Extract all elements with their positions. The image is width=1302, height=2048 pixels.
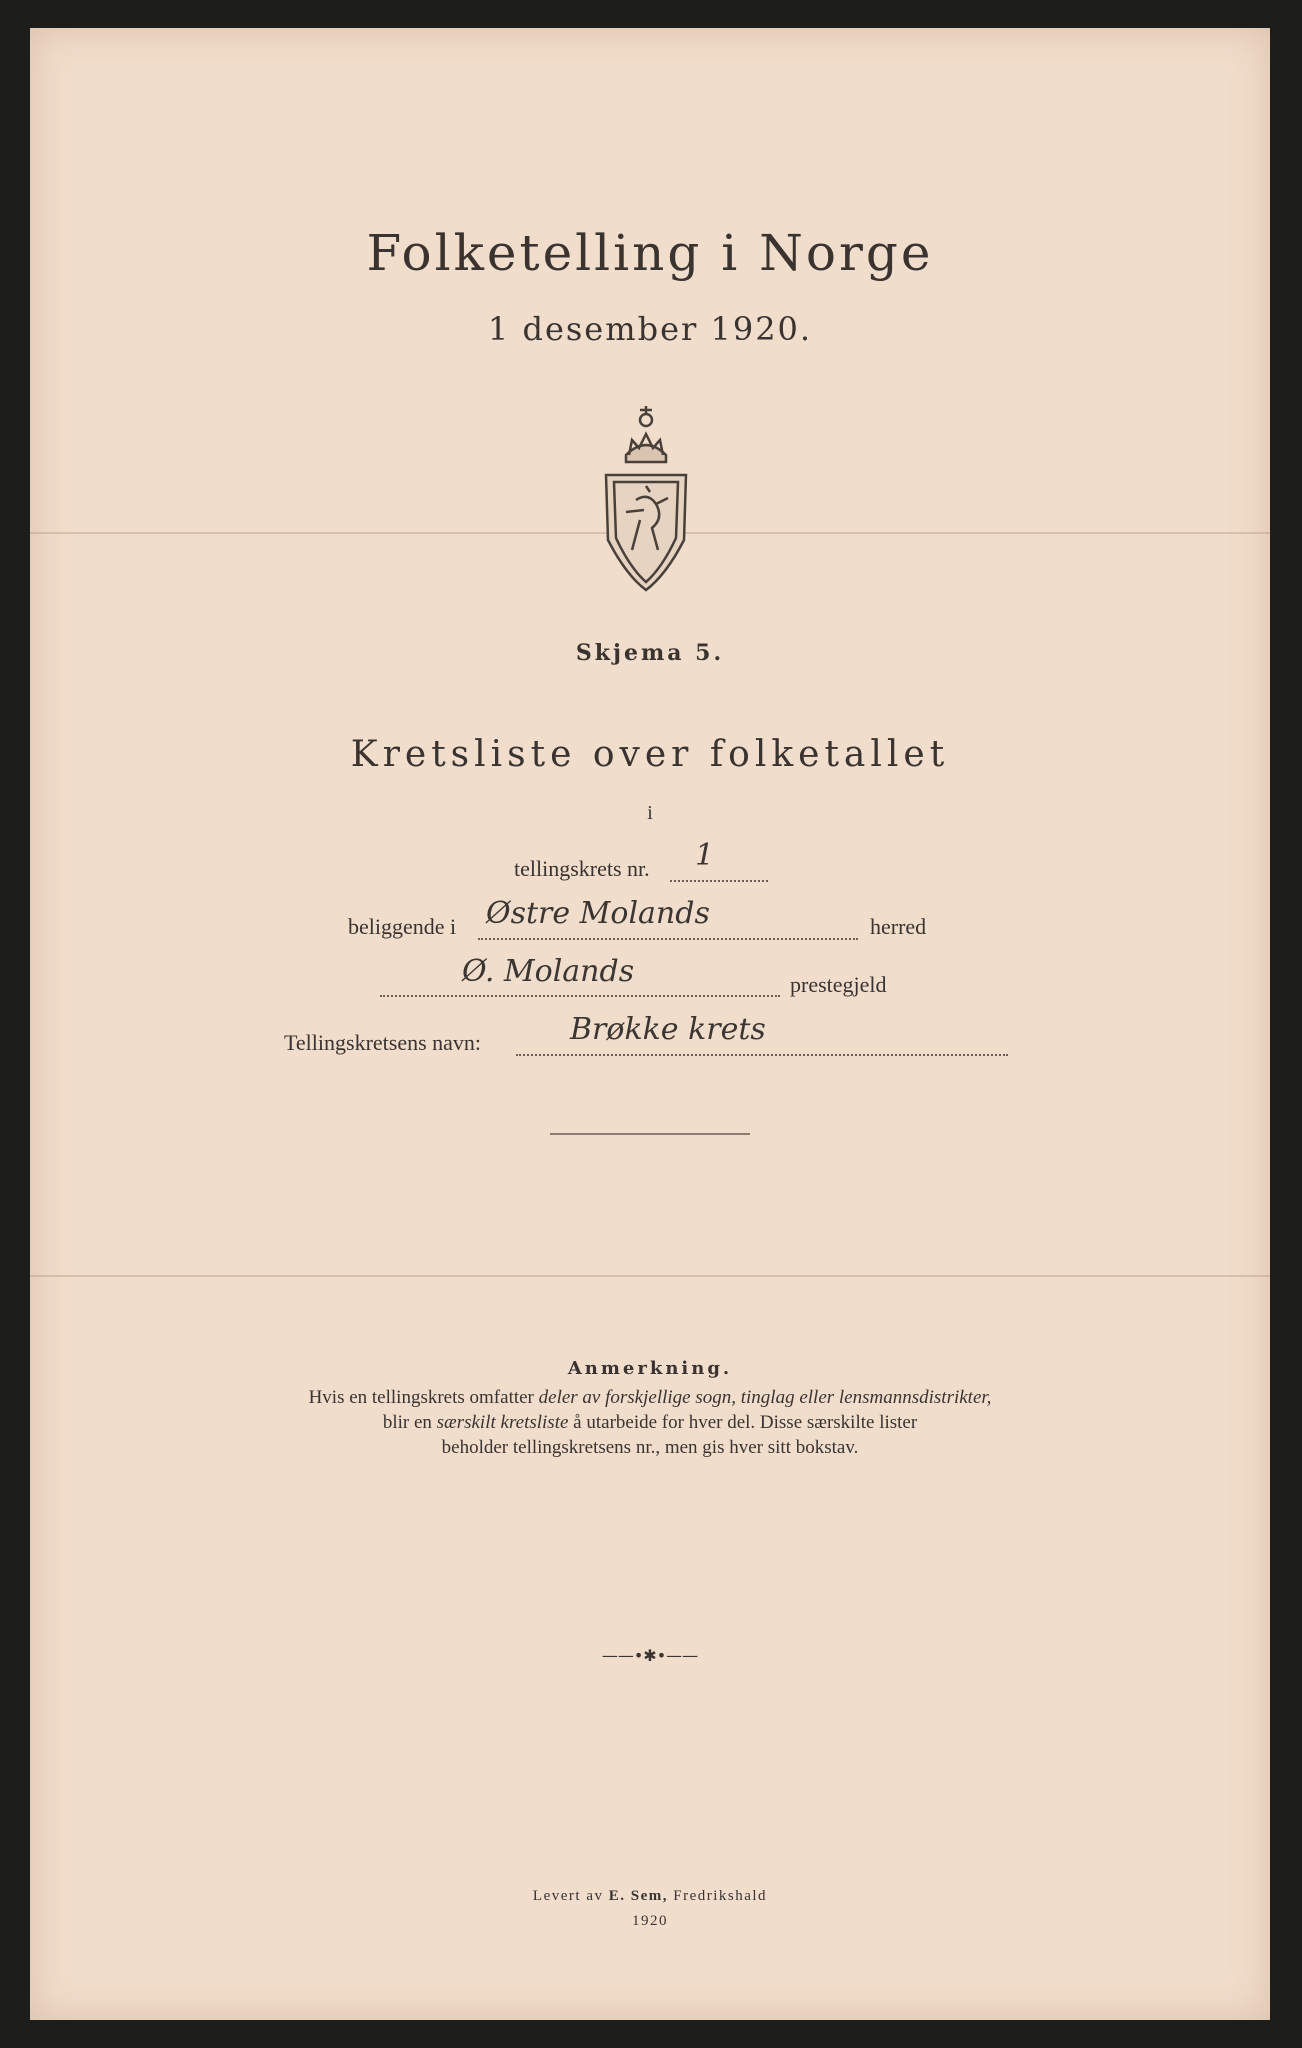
navn-label: Tellingskretsens navn: [284,1030,482,1055]
beliggende-dotted-line [478,938,858,940]
krets-label: tellingskrets nr. [514,856,650,881]
printer-year: 1920 [632,1913,668,1929]
navn-value[interactable]: Brøkke krets [570,1012,766,1047]
remark-line-1 [30,1385,1270,1410]
remark-line-2 [30,1410,1270,1435]
census-form-page [30,28,1270,2020]
remark-italic-text: særskilt kretsliste [436,1412,569,1433]
navn-dotted-line [516,1054,1008,1056]
prestegjeld-value[interactable]: Ø. Molands [462,954,635,989]
connector-word: i [647,802,653,824]
census-date: 1 desember 1920. [487,310,813,348]
remark-text: Hvis en tellingskrets omfatter [308,1387,539,1408]
form-heading: Kretsliste over folketallet [350,734,950,775]
remark-text: å utarbeide for hver del. Disse særskilte lister [568,1412,918,1433]
beliggende-label: beliggende i [348,914,457,939]
page-title: Folketelling i Norge [366,224,934,282]
krets-value[interactable]: 1 [695,838,715,873]
fold-line [30,1275,1270,1277]
prestegjeld-label: prestegjeld [790,972,887,997]
schema-number: Skjema 5. [575,640,725,666]
printer-text: Fredrikshald [667,1888,768,1904]
herred-label: herred [870,914,927,939]
beliggende-value[interactable]: Østre Molands [486,896,710,931]
remark-line-3: beholder tellingskretsens nr., men gis hver sitt bokstav. [441,1437,859,1458]
krets-dotted-line [670,880,768,882]
ornament-divider: ——•✱•—— [601,1646,699,1665]
remark-heading: Anmerkning. [567,1358,733,1379]
prestegjeld-dotted-line [380,995,780,997]
coat-of-arms-icon [596,400,696,595]
remark-italic-text: deler av forskjellige sogn, tinglag eller lensmannsdistrikter, [538,1387,992,1408]
printer-name: E. Sem, [608,1888,668,1904]
separator-line [550,1133,750,1135]
printer-credit [30,1888,1270,1905]
remark-text: blir en [382,1412,437,1433]
printer-text: Levert av [532,1888,609,1904]
